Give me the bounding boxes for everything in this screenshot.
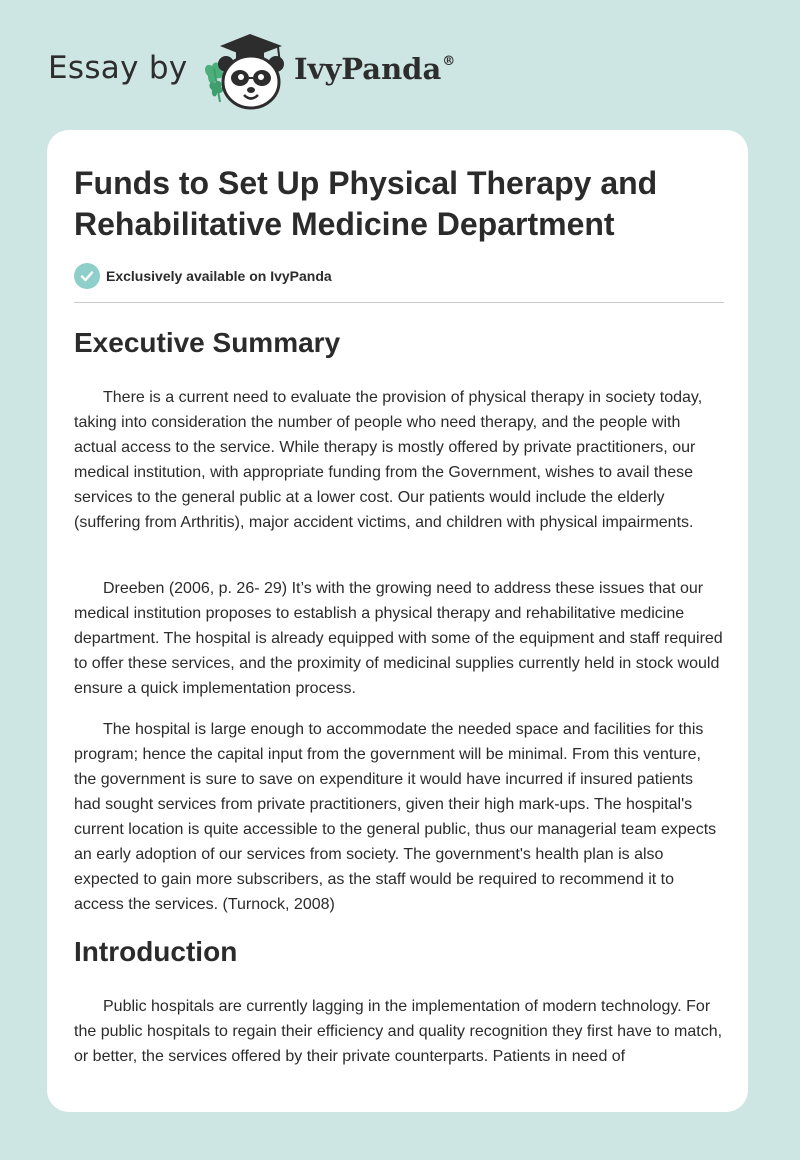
site-header [48,32,468,112]
paragraph: The hospital is large enough to accommodate the needed space and facilities for this program; hence the capital input from the government will be minimal. From this venture, the government is sure to save on expenditure it would have incurred if insured patients had sought services from private practitioners, given their high mark-ups. The hospital's current location is quite accessible to the general public, thus our managerial team expects an early adoption of our services from society. The government's health plan is also expected to gain more subscribers, as the staff would be required to recommend it to access the services. (Turnock, 2008) [74,721,717,913]
exclusive-badge [74,262,332,290]
section-heading: Introduction [74,936,238,967]
essay-by-label: Essay by [48,50,188,86]
paragraph: There is a current need to evaluate the provision of physical therapy in society today, taking into consideration the number of people who need therapy, and the people with actual access to the service. While therapy is mostly offered by private practitioners, our medical institution, with appropriate funding from the Government, wishes to avail these services to the general public at a lower cost. Our patients would include the elderly (suffering from Arthritis), major accident victims, and children with physical impairments. [74,389,703,531]
essay-title: Funds to Set Up Physical Therapy and Rehabilitative Medicine Department [74,165,658,242]
brand-name[interactable]: IvyPanda® [294,52,456,86]
divider [74,302,724,303]
essay-card [47,130,748,1112]
exclusive-badge-label: Exclusively available on IvyPanda [106,268,332,284]
section-heading: Executive Summary [74,327,341,358]
check-circle-icon [74,263,100,289]
registered-mark: ® [442,54,456,69]
paragraph: Dreeben (2006, p. 26- 29) It’s with the growing need to address these issues that our medical institution proposes to establish a physical therapy and rehabilitative medicine department. The hospital is already equipped with some of the equipment and staff required to offer these services, and the proximity of medicinal supplies currently held in stock would ensure a quick implementation process. [74,580,723,697]
panda-logo-icon[interactable] [198,32,290,112]
paragraph: Public hospitals are currently lagging in the implementation of modern technology. For the public hospitals to regain their efficiency and quality recognition they first have to match, or better, the services offered by their private counterparts. Patients in need of [74,998,723,1065]
